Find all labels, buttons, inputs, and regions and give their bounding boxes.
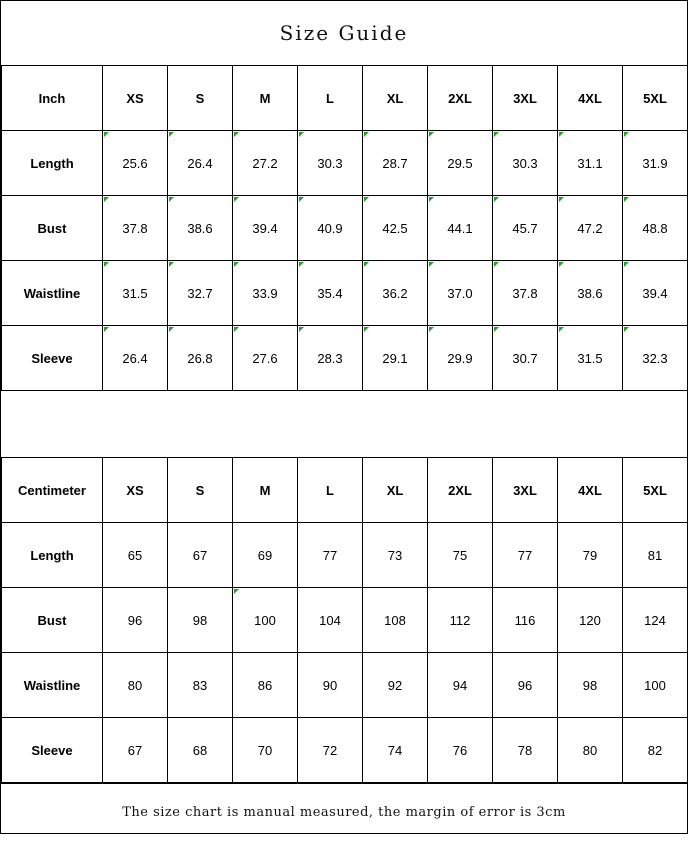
size-header-4xl: 4XL bbox=[558, 458, 623, 523]
cell-bust-s: 98 bbox=[168, 588, 233, 653]
cell-bust-3xl: 116 bbox=[493, 588, 558, 653]
size-header-s: S bbox=[168, 66, 233, 131]
size-header-xs: XS bbox=[103, 458, 168, 523]
cell-sleeve-l: 28.3 bbox=[298, 326, 363, 391]
cell-waistline-2xl: 37.0 bbox=[428, 261, 493, 326]
cell-sleeve-4xl: 80 bbox=[558, 718, 623, 783]
row-label-sleeve: Sleeve bbox=[2, 326, 103, 391]
size-header-xl: XL bbox=[363, 458, 428, 523]
cell-waistline-s: 32.7 bbox=[168, 261, 233, 326]
cell-bust-5xl: 124 bbox=[623, 588, 688, 653]
cell-bust-s: 38.6 bbox=[168, 196, 233, 261]
cell-bust-l: 40.9 bbox=[298, 196, 363, 261]
cell-sleeve-3xl: 30.7 bbox=[493, 326, 558, 391]
cell-waistline-3xl: 96 bbox=[493, 653, 558, 718]
cell-sleeve-2xl: 29.9 bbox=[428, 326, 493, 391]
cell-sleeve-4xl: 31.5 bbox=[558, 326, 623, 391]
cell-bust-m: 39.4 bbox=[233, 196, 298, 261]
cell-bust-3xl: 45.7 bbox=[493, 196, 558, 261]
cell-length-3xl: 30.3 bbox=[493, 131, 558, 196]
cell-length-2xl: 29.5 bbox=[428, 131, 493, 196]
row-label-bust: Bust bbox=[2, 196, 103, 261]
size-header-2xl: 2XL bbox=[428, 66, 493, 131]
cell-length-3xl: 77 bbox=[493, 523, 558, 588]
table-row bbox=[2, 326, 688, 391]
table-gap-spacer bbox=[1, 391, 687, 457]
cell-sleeve-s: 68 bbox=[168, 718, 233, 783]
cell-waistline-5xl: 100 bbox=[623, 653, 688, 718]
cell-length-xs: 25.6 bbox=[103, 131, 168, 196]
cell-length-5xl: 81 bbox=[623, 523, 688, 588]
size-header-s: S bbox=[168, 458, 233, 523]
cell-bust-2xl: 44.1 bbox=[428, 196, 493, 261]
table-row bbox=[2, 588, 688, 653]
cell-waistline-m: 33.9 bbox=[233, 261, 298, 326]
cell-waistline-5xl: 39.4 bbox=[623, 261, 688, 326]
unit-header-centimeter: Centimeter bbox=[2, 458, 103, 523]
cell-length-4xl: 79 bbox=[558, 523, 623, 588]
row-label-length: Length bbox=[2, 131, 103, 196]
size-header-l: L bbox=[298, 66, 363, 131]
cell-bust-xs: 96 bbox=[103, 588, 168, 653]
cell-waistline-2xl: 94 bbox=[428, 653, 493, 718]
cell-sleeve-xl: 74 bbox=[363, 718, 428, 783]
cell-waistline-4xl: 98 bbox=[558, 653, 623, 718]
cell-bust-4xl: 47.2 bbox=[558, 196, 623, 261]
cell-length-5xl: 31.9 bbox=[623, 131, 688, 196]
table-row bbox=[2, 196, 688, 261]
cell-waistline-m: 86 bbox=[233, 653, 298, 718]
row-label-length: Length bbox=[2, 523, 103, 588]
table-header-row bbox=[2, 66, 688, 131]
cell-waistline-xl: 36.2 bbox=[363, 261, 428, 326]
cell-bust-l: 104 bbox=[298, 588, 363, 653]
table-row bbox=[2, 131, 688, 196]
cell-waistline-l: 90 bbox=[298, 653, 363, 718]
cell-bust-m: 100 bbox=[233, 588, 298, 653]
cell-bust-4xl: 120 bbox=[558, 588, 623, 653]
cell-sleeve-xs: 26.4 bbox=[103, 326, 168, 391]
cell-length-xs: 65 bbox=[103, 523, 168, 588]
cell-waistline-xs: 80 bbox=[103, 653, 168, 718]
row-label-waistline: Waistline bbox=[2, 261, 103, 326]
row-label-waistline: Waistline bbox=[2, 653, 103, 718]
table-row bbox=[2, 523, 688, 588]
cell-bust-2xl: 112 bbox=[428, 588, 493, 653]
table-row bbox=[2, 653, 688, 718]
cell-length-xl: 28.7 bbox=[363, 131, 428, 196]
size-header-3xl: 3XL bbox=[493, 458, 558, 523]
cell-waistline-xl: 92 bbox=[363, 653, 428, 718]
cell-length-4xl: 31.1 bbox=[558, 131, 623, 196]
cell-bust-5xl: 48.8 bbox=[623, 196, 688, 261]
size-table-centimeter bbox=[1, 457, 688, 783]
cell-length-2xl: 75 bbox=[428, 523, 493, 588]
size-header-4xl: 4XL bbox=[558, 66, 623, 131]
cell-waistline-4xl: 38.6 bbox=[558, 261, 623, 326]
cell-waistline-3xl: 37.8 bbox=[493, 261, 558, 326]
size-header-3xl: 3XL bbox=[493, 66, 558, 131]
cell-length-m: 69 bbox=[233, 523, 298, 588]
cell-length-l: 30.3 bbox=[298, 131, 363, 196]
cell-sleeve-m: 70 bbox=[233, 718, 298, 783]
row-label-bust: Bust bbox=[2, 588, 103, 653]
cell-sleeve-5xl: 82 bbox=[623, 718, 688, 783]
cell-sleeve-l: 72 bbox=[298, 718, 363, 783]
cell-waistline-s: 83 bbox=[168, 653, 233, 718]
cell-bust-xl: 108 bbox=[363, 588, 428, 653]
cell-sleeve-3xl: 78 bbox=[493, 718, 558, 783]
cell-sleeve-m: 27.6 bbox=[233, 326, 298, 391]
size-header-m: M bbox=[233, 458, 298, 523]
size-header-m: M bbox=[233, 66, 298, 131]
cell-sleeve-s: 26.8 bbox=[168, 326, 233, 391]
cell-length-l: 77 bbox=[298, 523, 363, 588]
table-row bbox=[2, 261, 688, 326]
unit-header-inch: Inch bbox=[2, 66, 103, 131]
cell-length-s: 26.4 bbox=[168, 131, 233, 196]
page-title: Size Guide bbox=[279, 21, 409, 45]
size-header-xl: XL bbox=[363, 66, 428, 131]
size-header-l: L bbox=[298, 458, 363, 523]
cell-sleeve-2xl: 76 bbox=[428, 718, 493, 783]
cell-length-s: 67 bbox=[168, 523, 233, 588]
table-row bbox=[2, 718, 688, 783]
cell-length-xl: 73 bbox=[363, 523, 428, 588]
row-label-sleeve: Sleeve bbox=[2, 718, 103, 783]
cell-bust-xl: 42.5 bbox=[363, 196, 428, 261]
cell-sleeve-5xl: 32.3 bbox=[623, 326, 688, 391]
size-header-5xl: 5XL bbox=[623, 66, 688, 131]
size-table-inch bbox=[1, 65, 688, 391]
table-header-row bbox=[2, 458, 688, 523]
cell-bust-xs: 37.8 bbox=[103, 196, 168, 261]
cell-length-m: 27.2 bbox=[233, 131, 298, 196]
measurement-disclaimer: The size chart is manual measured, the margin of error is 3cm bbox=[1, 783, 687, 841]
cell-sleeve-xs: 67 bbox=[103, 718, 168, 783]
cell-waistline-l: 35.4 bbox=[298, 261, 363, 326]
cell-sleeve-xl: 29.1 bbox=[363, 326, 428, 391]
size-header-2xl: 2XL bbox=[428, 458, 493, 523]
size-header-5xl: 5XL bbox=[623, 458, 688, 523]
size-header-xs: XS bbox=[103, 66, 168, 131]
cell-waistline-xs: 31.5 bbox=[103, 261, 168, 326]
